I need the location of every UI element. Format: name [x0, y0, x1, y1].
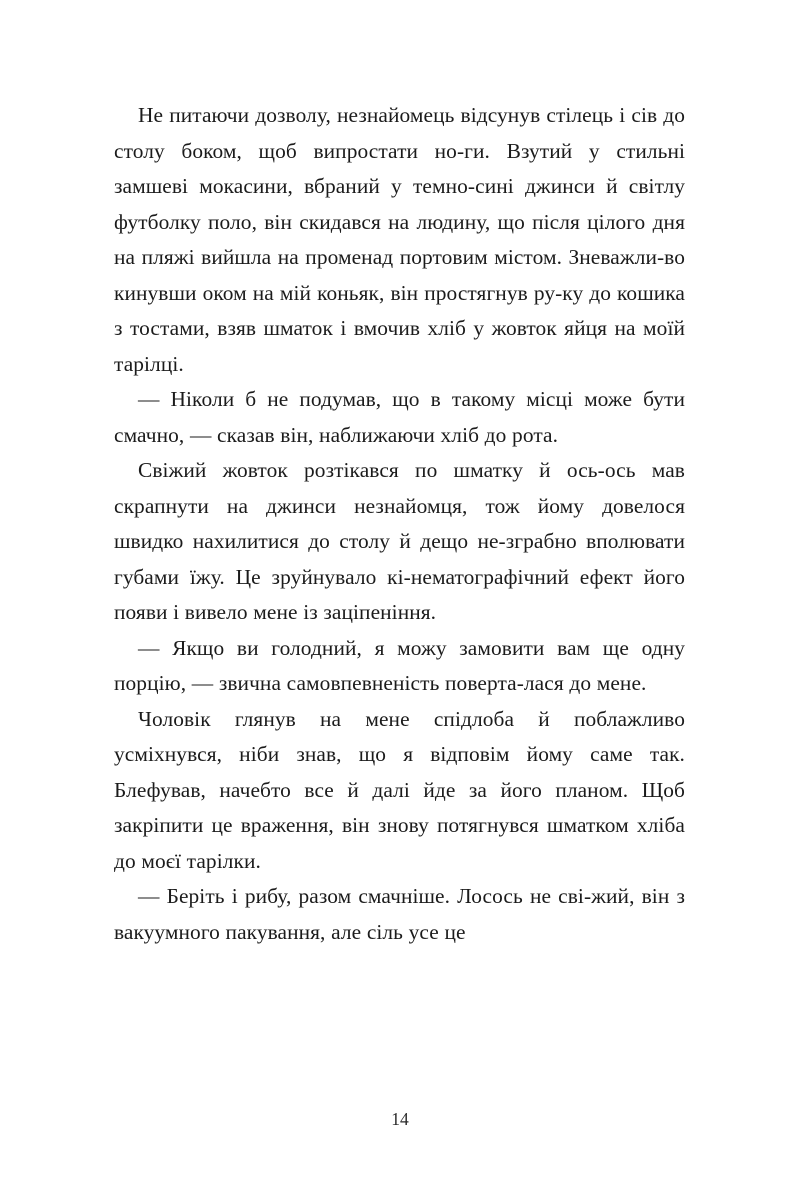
- paragraph: Чоловік глянув на мене спідлоба й поблажливо усміхнувся, ніби знав, що я відповім йому саме так. Блефував, начебто все й далі йде за його планом. Щоб закріпити це враження, він знову потягнувся шматком хліба до моєї тарілки.: [114, 706, 685, 873]
- paragraph: — Беріть і рибу, разом смачніше. Лосось не сві-жий, він з вакуумного пакування, але сіль усе це: [114, 884, 685, 944]
- paragraph: Свіжий жовток розтікався по шматку й ось-ось мав скрапнути на джинси незнайомця, тож йому довелося швидко нахилитися до столу й дещо не-зграбно вполювати губами їжу. Це зруйнувало кі-нематографічний ефект його появи і вивело мене із заціпеніння.: [114, 458, 685, 624]
- page-number: 14: [391, 1109, 409, 1129]
- paragraph: — Ніколи б не подумав, що в такому місці може бути смачно, — сказав він, наближаючи хліб до рота.: [114, 387, 685, 447]
- paragraph: — Якщо ви голодний, я можу замовити вам ще одну порцію, — звична самовпевненість поверта-лася до мене.: [114, 635, 685, 695]
- page-text-column: [114, 98, 685, 950]
- paragraph: Не питаючи дозволу, незнайомець відсунув стілець і сів до столу боком, щоб випростати но-ги. Взутий у стильні замшеві мокасини, вбраний у темно-сині джинси й світлу футболку поло, він скидався на людину, що після цілого дня на пляжі вийшла на променад портовим містом. Зневажли-во кинувши оком на мій коньяк, він простягнув ру-ку до кошика з тостами, взяв шматок і вмочив хліб у жовток яйця на моїй тарілці.: [114, 103, 685, 376]
